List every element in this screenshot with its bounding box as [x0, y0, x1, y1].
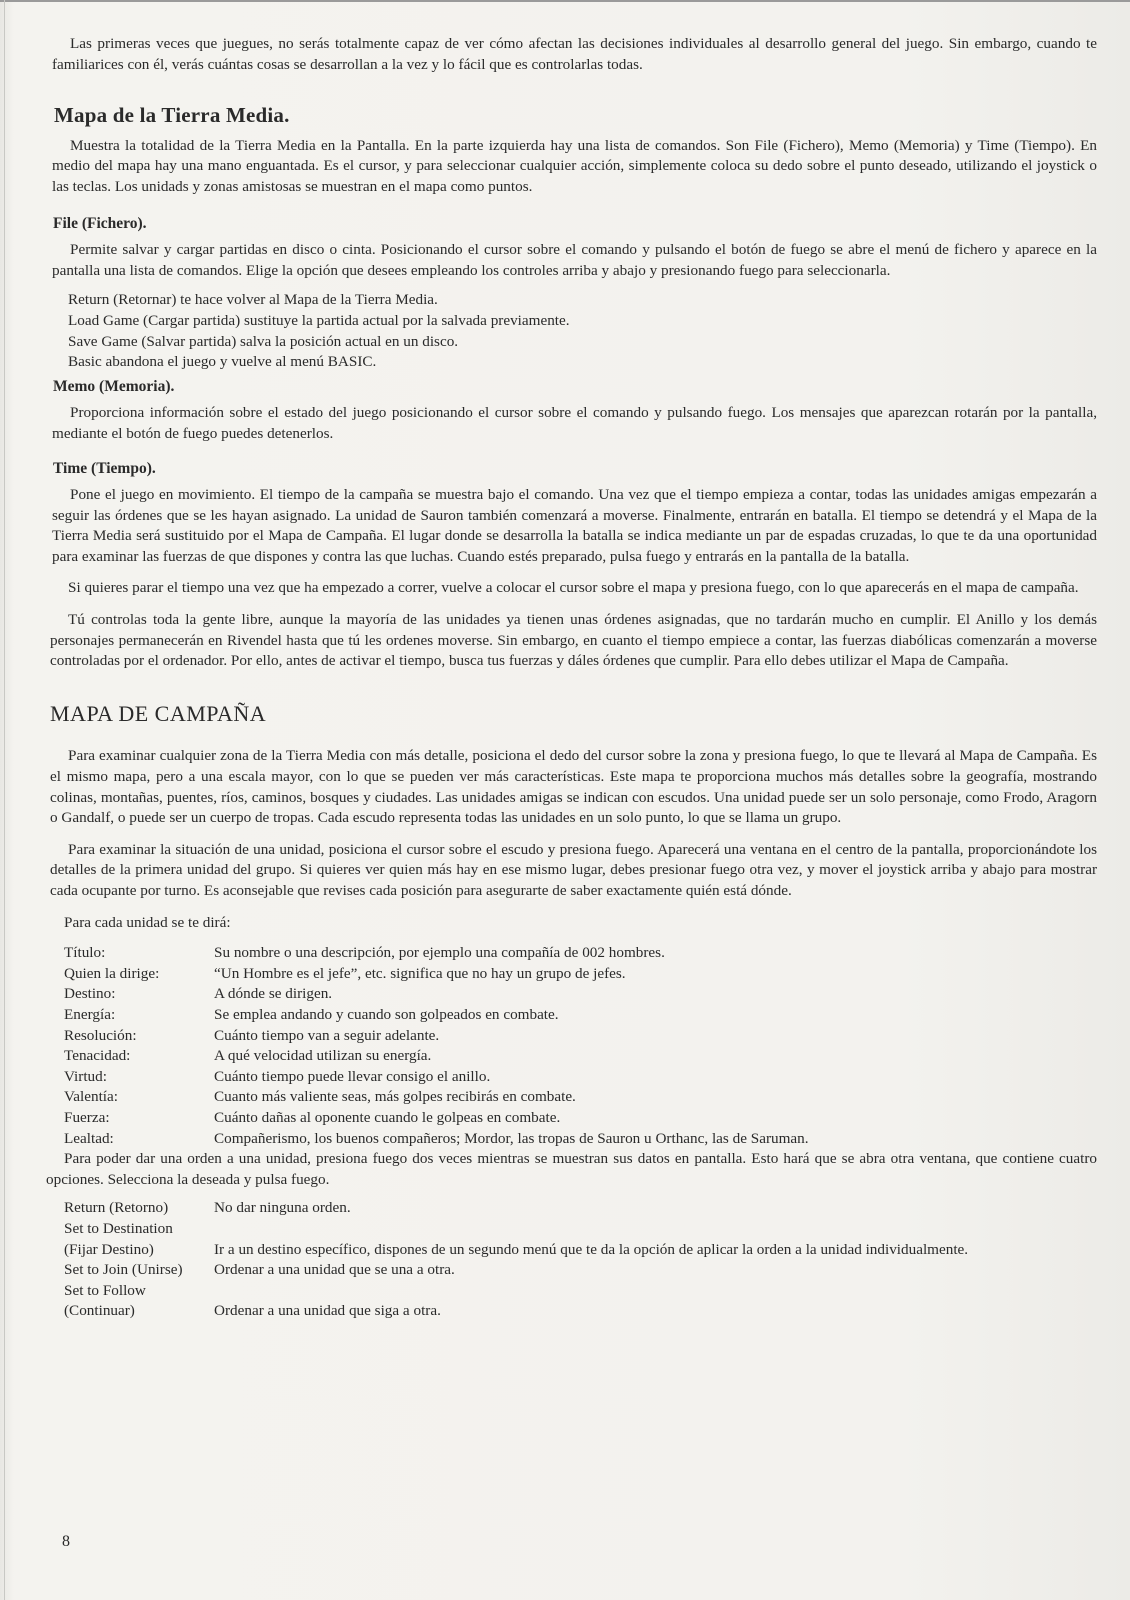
- attribute-term: Resolución:: [64, 1026, 137, 1044]
- mapa-campana-paragraph-3: Para poder dar una orden a una unidad, presiona fuego dos veces mientras se muestran sus datos en pantalla. Esto hará que se abra otra ventana, que contiene cuatro opciones. Selecciona la deseada y pulsa fuego.: [46, 1150, 1097, 1188]
- subheading-time: Time (Tiempo).: [53, 459, 156, 477]
- attribute-desc: Cuánto dañas al oponente cuando le golpeas en combate.: [214, 1108, 561, 1126]
- unit-list-intro: Para cada unidad se te dirá:: [64, 913, 231, 931]
- attribute-desc: A dónde se dirigen.: [214, 985, 333, 1003]
- option-term: (Fijar Destino): [64, 1240, 154, 1258]
- intro-paragraph: Las primeras veces que juegues, no serás totalmente capaz de ver cómo afectan las decisiones individuales al desarrollo general del juego. Sin embargo, cuando te familiarices con él, verás cuántas cosas se desarrollan a la vez y lo fácil que es controlarlas todas.: [52, 35, 1097, 73]
- order-option-list: [50, 1198, 1097, 1322]
- option-term: Return (Retorno): [64, 1199, 169, 1217]
- attribute-term: Destino:: [64, 985, 116, 1003]
- attribute-desc: Cuanto más valiente seas, más golpes recibirás en combate.: [214, 1088, 576, 1106]
- option-desc: [214, 1281, 1097, 1302]
- attribute-term: Lealtad:: [64, 1129, 114, 1147]
- memo-paragraph: Proporciona información sobre el estado del juego posicionando el cursor sobre el comando y pulsando fuego. Los mensajes que aparezcan rotarán por la pantalla, mediante el botón de fuego puedes detenerlos.: [52, 404, 1097, 442]
- attribute-term: Tenacidad:: [64, 1047, 131, 1065]
- option-desc: No dar ninguna orden.: [214, 1199, 351, 1217]
- attribute-desc: A qué velocidad utilizan su energía.: [214, 1047, 432, 1065]
- option-term: (Continuar): [64, 1302, 135, 1320]
- time-paragraph-1: Pone el juego en movimiento. El tiempo de la campaña se muestra bajo el comando. Una vez que el tiempo empieza a contar, todas las unidades amigas empezarán a seguir las órdenes que se les hayan asignado. La unidad de Sauron también comenzará a moverse. Finalmente, entrarán en batalla. El tiempo se detendrá y el Mapa de la Tierra Media será sustituido por el Mapa de Campaña. El lugar donde se desarrolla la batalla se indica mediante un par de espadas cruzadas, lo que te da una oportunidad para examinar las fuerzas de que dispones y contra las que luchas. Cuando estés preparado, pulsa fuego y entrarás en la pantalla de la batalla.: [52, 486, 1097, 565]
- option-desc: Ordenar a una unidad que se una a otra.: [214, 1261, 455, 1279]
- mapa-campana-paragraph-1: Para examinar cualquier zona de la Tierra Media con más detalle, posiciona el dedo del cursor sobre la zona y presiona fuego, lo que te llevará al Mapa de Campaña. Es el mismo mapa, pero a una escala mayor, con lo que se pueden ver más características. Este mapa te proporciona muchos más detalles sobre la geografía, mostrando colinas, montañas, puentes, ríos, caminos, bosques y ciudades. Las unidades amigas se indican con escudos. Una unidad puede ser un solo personaje, como Frodo, Aragorn o Gandalf, o puede ser un cuerpo de tropas. Cada escudo representa todas las unidades en un solo punto, lo que se llama un grupo.: [50, 747, 1097, 827]
- time-paragraph-3: Tú controlas toda la gente libre, aunque la mayoría de las unidades ya tienen unas órdenes asignadas, que no tardarán mucho en cumplir. El Anillo y los demás personajes permanecerán en Rivendel hasta que tú les ordenes moverse. Sin embargo, en cuanto el tiempo empiece a contar, las fuerzas diabólicas comenzarán a moverse controladas por el ordenador. Por ello, antes de activar el tiempo, busca tus fuerzas y dáles órdenes que cumplir. Para ello debes utilizar el Mapa de Campaña.: [50, 611, 1097, 670]
- option-desc: Ir a un destino específico, dispones de un segundo menú que te da la opción de aplicar la orden a la unidad individualmente.: [214, 1240, 969, 1258]
- attribute-term: Virtud:: [64, 1067, 107, 1085]
- file-command-item: Return (Retornar) te hace volver al Mapa de la Tierra Media.: [68, 291, 438, 309]
- section-heading-mapa-campana: MAPA DE CAMPAÑA: [50, 700, 267, 726]
- unit-attribute-list: [50, 943, 1097, 1149]
- attribute-term: Energía:: [64, 1005, 116, 1023]
- attribute-term: Fuerza:: [64, 1108, 110, 1126]
- page-number: 8: [62, 1533, 70, 1550]
- file-paragraph: Permite salvar y cargar partidas en disco o cinta. Posicionando el cursor sobre el comando y pulsando el botón de fuego se abre el menú de fichero y aparece en la pantalla una lista de comandos. Elige la opción que desees empleando los controles arriba y abajo y presionando fuego para seleccionarla.: [52, 241, 1097, 279]
- subheading-memo: Memo (Memoria).: [53, 377, 175, 395]
- option-term: Set to Destination: [64, 1219, 173, 1237]
- option-term: Set to Join (Unirse): [64, 1261, 183, 1279]
- attribute-desc: Su nombre o una descripción, por ejemplo una compañía de 002 hombres.: [214, 944, 665, 962]
- attribute-desc: Compañerismo, los buenos compañeros; Mordor, las tropas de Sauron u Orthanc, las de Saruman.: [214, 1129, 809, 1147]
- attribute-term: Quien la dirige:: [64, 964, 160, 982]
- attribute-desc: “Un Hombre es el jefe”, etc. significa que no hay un grupo de jefes.: [214, 964, 626, 982]
- option-term: Set to Follow: [64, 1281, 146, 1299]
- page-content: [46, 34, 1097, 1322]
- time-paragraph-2: Si quieres parar el tiempo una vez que ha empezado a correr, vuelve a colocar el cursor sobre el mapa y presiona fuego, con lo que aparecerás en el mapa de campaña.: [68, 579, 1079, 597]
- attribute-term: Título:: [64, 944, 106, 962]
- file-command-list: [50, 290, 1097, 372]
- file-command-item: Save Game (Salvar partida) salva la posición actual en un disco.: [68, 332, 459, 350]
- file-command-item: Load Game (Cargar partida) sustituye la partida actual por la salvada previamente.: [68, 311, 570, 329]
- attribute-desc: Cuánto tiempo puede llevar consigo el anillo.: [214, 1067, 491, 1085]
- attribute-term: Valentía:: [64, 1088, 118, 1106]
- attribute-desc: Se emplea andando y cuando son golpeados en combate.: [214, 1005, 559, 1023]
- section-heading-mapa-tierra-media: Mapa de la Tierra Media.: [54, 103, 290, 128]
- mapa-campana-paragraph-2: Para examinar la situación de una unidad, posiciona el cursor sobre el escudo y presiona fuego. Aparecerá una ventana en el centro de la pantalla, proporcionándote los detalles de la primera unidad del grupo. Si quieres ver quien más hay en ese mismo lugar, debes presionar fuego otra vez, y mover el joystick arriba y abajo para mostrar cada ocupante por turno. Es aconsejable que revises cada posición para asegurarte de saber exactamente quién está dónde.: [50, 840, 1097, 899]
- mapa-tierra-media-paragraph: Muestra la totalidad de la Tierra Media en la Pantalla. En la parte izquierda hay una lista de comandos. Son File (Fichero), Memo (Memoria) y Time (Tiempo). En medio del mapa hay una mano enguantada. Es el cursor, y para seleccionar cualquier acción, simplemente coloca su dedo sobre el punto deseado, utilizando el joystick o las teclas. Los unidads y zonas amistosas se muestran en el mapa como puntos.: [52, 136, 1097, 195]
- file-command-item: Basic abandona el juego y vuelve al menú BASIC.: [68, 353, 377, 371]
- attribute-desc: Cuánto tiempo van a seguir adelante.: [214, 1026, 440, 1044]
- subheading-file: File (Fichero).: [53, 214, 147, 232]
- option-desc: [214, 1219, 1097, 1240]
- option-desc: Ordenar a una unidad que siga a otra.: [214, 1302, 441, 1320]
